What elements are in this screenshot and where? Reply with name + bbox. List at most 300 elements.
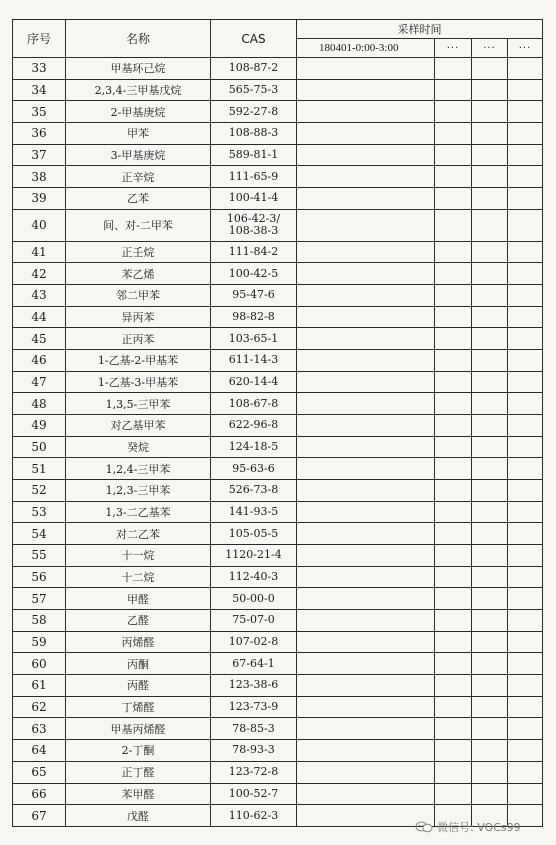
cas-number-cell xyxy=(211,805,297,827)
sampling-value-cell xyxy=(435,79,472,101)
sampling-value-cell xyxy=(472,761,508,783)
serial-number-cell: 62 xyxy=(13,696,66,718)
table-row xyxy=(13,166,543,188)
sampling-value-cell xyxy=(472,696,508,718)
sampling-value-cell xyxy=(297,718,435,740)
serial-number-cell: 66 xyxy=(13,783,66,805)
sampling-value-cell xyxy=(472,501,508,523)
sampling-value-cell xyxy=(297,371,435,393)
table-row xyxy=(13,209,543,241)
cas-number-cell xyxy=(211,285,297,307)
cas-number: 112-40-3 xyxy=(228,570,279,584)
sampling-value-cell xyxy=(435,166,472,188)
sampling-value-cell xyxy=(472,79,508,101)
sampling-value-cell xyxy=(472,480,508,502)
cas-number-cell xyxy=(211,436,297,458)
sampling-value-cell xyxy=(297,328,435,350)
header-time-slot-1: 180401-0:00-3:00 xyxy=(297,39,435,58)
sampling-value-cell xyxy=(297,653,435,675)
sampling-value-cell xyxy=(472,523,508,545)
table-row xyxy=(13,58,543,80)
sampling-value-cell xyxy=(472,58,508,80)
cas-number: 100-52-7 xyxy=(228,786,279,800)
sampling-value-cell xyxy=(472,241,508,263)
compound-name-cell: 2-甲基庚烷 xyxy=(66,101,211,123)
sampling-value-cell xyxy=(472,263,508,285)
sampling-value-cell xyxy=(508,610,543,632)
table-row xyxy=(13,123,543,145)
serial-number-cell: 42 xyxy=(13,263,66,285)
cas-number-cell xyxy=(211,458,297,480)
sampling-value-cell xyxy=(508,761,543,783)
cas-number-cell xyxy=(211,415,297,437)
sampling-value-cell xyxy=(297,306,435,328)
sampling-value-cell xyxy=(472,588,508,610)
serial-number-cell: 40 xyxy=(13,209,66,241)
compound-name-cell: 丙酮 xyxy=(66,653,211,675)
sampling-value-cell xyxy=(435,241,472,263)
sampling-value-cell xyxy=(435,740,472,762)
table-row xyxy=(13,545,543,567)
cas-number: 1120-21-4 xyxy=(225,548,282,562)
sampling-value-cell xyxy=(508,306,543,328)
sampling-value-cell xyxy=(435,718,472,740)
table-row xyxy=(13,144,543,166)
sampling-value-cell xyxy=(508,241,543,263)
table-row xyxy=(13,588,543,610)
sampling-value-cell xyxy=(435,458,472,480)
table-row xyxy=(13,371,543,393)
sampling-value-cell xyxy=(297,740,435,762)
compound-name-cell: 苯甲醛 xyxy=(66,783,211,805)
compound-name-cell: 对乙基甲苯 xyxy=(66,415,211,437)
sampling-value-cell xyxy=(435,480,472,502)
sampling-value-cell xyxy=(508,166,543,188)
sampling-value-cell xyxy=(435,209,472,241)
sampling-value-cell xyxy=(472,740,508,762)
header-time-slot-2: ··· xyxy=(435,39,472,58)
cas-number-cell xyxy=(211,188,297,210)
sampling-value-cell xyxy=(472,371,508,393)
serial-number-cell: 64 xyxy=(13,740,66,762)
sampling-value-cell xyxy=(472,166,508,188)
sampling-value-cell xyxy=(297,696,435,718)
cas-number-cell xyxy=(211,144,297,166)
serial-number-cell: 51 xyxy=(13,458,66,480)
cas-number: 103-65-1 xyxy=(228,331,279,345)
table-row xyxy=(13,285,543,307)
sampling-value-cell xyxy=(508,783,543,805)
sampling-value-cell xyxy=(508,371,543,393)
sampling-value-cell xyxy=(435,306,472,328)
sampling-value-cell xyxy=(435,566,472,588)
sampling-value-cell xyxy=(508,740,543,762)
cas-number: 565-75-3 xyxy=(228,83,279,96)
compound-name-cell: 正壬烷 xyxy=(66,241,211,263)
sampling-value-cell xyxy=(297,123,435,145)
table-row xyxy=(13,101,543,123)
cas-number: 124-18-5 xyxy=(228,440,279,454)
table-row xyxy=(13,675,543,697)
sampling-value-cell xyxy=(508,79,543,101)
cas-number-cell xyxy=(211,566,297,588)
sampling-value-cell xyxy=(472,101,508,123)
table-row xyxy=(13,458,543,480)
cas-number-cell xyxy=(211,501,297,523)
sampling-value-cell xyxy=(435,350,472,372)
cas-number: 589-81-1 xyxy=(228,148,279,162)
compound-name-cell: 正丙苯 xyxy=(66,328,211,350)
cas-number-cell xyxy=(211,306,297,328)
table-row xyxy=(13,350,543,372)
header-cas: CAS xyxy=(211,20,297,58)
cas-number-cell xyxy=(211,696,297,718)
sampling-value-cell xyxy=(435,436,472,458)
sampling-value-cell xyxy=(435,501,472,523)
table-row xyxy=(13,306,543,328)
sampling-value-cell xyxy=(472,209,508,241)
serial-number-cell: 37 xyxy=(13,144,66,166)
cas-number: 111-84-2 xyxy=(228,245,279,259)
cas-number: 526-73-8 xyxy=(228,483,279,497)
sampling-value-cell xyxy=(435,144,472,166)
sampling-value-cell xyxy=(472,393,508,415)
compound-name-cell: 十二烷 xyxy=(66,566,211,588)
serial-number-cell: 34 xyxy=(13,79,66,101)
cas-number-cell xyxy=(211,783,297,805)
sampling-value-cell xyxy=(472,188,508,210)
cas-number-cell xyxy=(211,123,297,145)
sampling-value-cell xyxy=(472,144,508,166)
cas-number-cell xyxy=(211,241,297,263)
table-row xyxy=(13,523,543,545)
cas-number-cell xyxy=(211,480,297,502)
cas-number: 108-87-2 xyxy=(228,61,279,75)
sampling-value-cell xyxy=(472,675,508,697)
sampling-value-cell xyxy=(297,501,435,523)
header-serial-number: 序号 xyxy=(13,20,66,58)
sampling-value-cell xyxy=(508,263,543,285)
sampling-value-cell xyxy=(297,588,435,610)
sampling-value-cell xyxy=(508,393,543,415)
cas-number-cell xyxy=(211,350,297,372)
compound-name-cell: 甲基环己烷 xyxy=(66,58,211,80)
compound-name-cell: 乙醛 xyxy=(66,610,211,632)
wechat-icon xyxy=(415,821,433,833)
cas-number: 78-93-3 xyxy=(232,743,275,757)
sampling-value-cell xyxy=(508,696,543,718)
sampling-value-cell xyxy=(508,144,543,166)
cas-number: 100-41-4 xyxy=(228,191,279,205)
compound-name-cell: 丙醛 xyxy=(66,675,211,697)
sampling-value-cell xyxy=(435,101,472,123)
cas-number: 95-63-6 xyxy=(232,461,275,475)
sampling-value-cell xyxy=(508,653,543,675)
sampling-value-cell xyxy=(472,783,508,805)
compound-name-cell: 甲基丙烯醛 xyxy=(66,718,211,740)
sampling-value-cell xyxy=(508,588,543,610)
sampling-value-cell xyxy=(508,480,543,502)
compound-name-cell: 1,3,5-三甲苯 xyxy=(66,393,211,415)
sampling-value-cell xyxy=(435,761,472,783)
sampling-value-cell xyxy=(472,436,508,458)
cas-number: 98-82-8 xyxy=(232,310,275,324)
sampling-value-cell xyxy=(297,523,435,545)
serial-number-cell: 56 xyxy=(13,566,66,588)
table-row xyxy=(13,79,543,101)
cas-number: 106-42-3/ xyxy=(226,212,281,226)
cas-number: 50-00-0 xyxy=(232,591,275,605)
sampling-value-cell xyxy=(508,566,543,588)
compound-name-cell: 十一烷 xyxy=(66,545,211,567)
table-row xyxy=(13,653,543,675)
table-row xyxy=(13,783,543,805)
cas-number-cell xyxy=(211,740,297,762)
sampling-value-cell xyxy=(508,415,543,437)
sampling-value-cell xyxy=(508,123,543,145)
cas-number: 75-07-0 xyxy=(232,613,275,627)
sampling-value-cell xyxy=(435,783,472,805)
serial-number-cell: 50 xyxy=(13,436,66,458)
table-row xyxy=(13,566,543,588)
sampling-value-cell xyxy=(435,610,472,632)
table-row xyxy=(13,761,543,783)
sampling-value-cell xyxy=(297,436,435,458)
serial-number-cell: 60 xyxy=(13,653,66,675)
serial-number-cell: 65 xyxy=(13,761,66,783)
table-row xyxy=(13,415,543,437)
cas-number-cell xyxy=(211,58,297,80)
sampling-value-cell xyxy=(297,79,435,101)
compound-name-cell: 3-甲基庚烷 xyxy=(66,144,211,166)
sampling-value-cell xyxy=(297,761,435,783)
serial-number-cell: 61 xyxy=(13,675,66,697)
sampling-value-cell xyxy=(297,675,435,697)
cas-number: 141-93-5 xyxy=(228,505,279,519)
sampling-value-cell xyxy=(435,371,472,393)
compound-name-cell: 对二乙苯 xyxy=(66,523,211,545)
cas-number-cell xyxy=(211,761,297,783)
sampling-value-cell xyxy=(508,101,543,123)
cas-number-cell xyxy=(211,523,297,545)
table-row xyxy=(13,631,543,653)
sampling-value-cell xyxy=(508,458,543,480)
serial-number-cell: 46 xyxy=(13,350,66,372)
sampling-value-cell xyxy=(508,718,543,740)
sampling-value-cell xyxy=(508,285,543,307)
sampling-value-cell xyxy=(297,285,435,307)
cas-number: 78-85-3 xyxy=(232,721,275,735)
cas-number: 105-05-5 xyxy=(228,526,279,540)
serial-number-cell: 53 xyxy=(13,501,66,523)
sampling-value-cell xyxy=(435,328,472,350)
table-row xyxy=(13,188,543,210)
serial-number-cell: 67 xyxy=(13,805,66,827)
table-row xyxy=(13,436,543,458)
sampling-value-cell xyxy=(297,631,435,653)
cas-number-cell xyxy=(211,263,297,285)
sampling-value-cell xyxy=(472,718,508,740)
sampling-value-cell xyxy=(435,188,472,210)
sampling-value-cell xyxy=(297,101,435,123)
cas-number-cell xyxy=(211,393,297,415)
sampling-value-cell xyxy=(297,415,435,437)
header-time-slot-4: ··· xyxy=(508,39,543,58)
cas-number: 107-02-8 xyxy=(228,635,279,649)
table-body xyxy=(13,58,543,827)
serial-number-cell: 54 xyxy=(13,523,66,545)
compound-name-cell: 异丙苯 xyxy=(66,306,211,328)
voc-sampling-table xyxy=(12,19,543,827)
sampling-value-cell xyxy=(297,350,435,372)
sampling-value-cell xyxy=(297,263,435,285)
cas-number-cell xyxy=(211,653,297,675)
cas-number-cell xyxy=(211,588,297,610)
sampling-value-cell xyxy=(297,783,435,805)
sampling-value-cell xyxy=(435,631,472,653)
serial-number-cell: 55 xyxy=(13,545,66,567)
sampling-value-cell xyxy=(472,631,508,653)
cas-number-cell xyxy=(211,718,297,740)
cas-number: 100-42-5 xyxy=(228,266,279,280)
cas-number: 110-62-3 xyxy=(228,808,279,822)
serial-number-cell: 47 xyxy=(13,371,66,393)
watermark xyxy=(415,818,547,836)
compound-name-cell: 丙烯醛 xyxy=(66,631,211,653)
table-row xyxy=(13,480,543,502)
serial-number-cell: 41 xyxy=(13,241,66,263)
cas-number: 95-47-6 xyxy=(232,288,275,302)
sampling-value-cell xyxy=(472,285,508,307)
cas-number: 108-67-8 xyxy=(228,396,279,410)
header-time-slot-3: ··· xyxy=(472,39,508,58)
cas-number: 592-27-8 xyxy=(228,104,279,118)
compound-name-cell: 丁烯醛 xyxy=(66,696,211,718)
compound-name-cell: 2-丁酮 xyxy=(66,740,211,762)
table-row xyxy=(13,501,543,523)
sampling-value-cell xyxy=(435,588,472,610)
cas-number-cell xyxy=(211,610,297,632)
sampling-value-cell xyxy=(297,480,435,502)
serial-number-cell: 35 xyxy=(13,101,66,123)
serial-number-cell: 38 xyxy=(13,166,66,188)
table-row xyxy=(13,263,543,285)
sampling-value-cell xyxy=(472,350,508,372)
compound-name-cell: 2,3,4-三甲基戊烷 xyxy=(66,79,211,101)
sampling-value-cell xyxy=(472,306,508,328)
watermark-text: 微信号: VOCs99 xyxy=(437,821,521,834)
sampling-value-cell xyxy=(297,188,435,210)
sampling-value-cell xyxy=(297,393,435,415)
serial-number-cell: 58 xyxy=(13,610,66,632)
cas-number: 123-73-9 xyxy=(228,700,279,714)
sampling-value-cell xyxy=(435,675,472,697)
compound-name-cell: 癸烷 xyxy=(66,436,211,458)
table-row xyxy=(13,718,543,740)
serial-number-cell: 44 xyxy=(13,306,66,328)
sampling-value-cell xyxy=(508,501,543,523)
table-row xyxy=(13,740,543,762)
table-row xyxy=(13,328,543,350)
compound-name-cell: 1,3-二乙基苯 xyxy=(66,501,211,523)
serial-number-cell: 45 xyxy=(13,328,66,350)
table-row xyxy=(13,241,543,263)
sampling-value-cell xyxy=(297,805,435,827)
sampling-value-cell xyxy=(435,545,472,567)
sampling-value-cell xyxy=(508,188,543,210)
sampling-value-cell xyxy=(508,675,543,697)
table-row xyxy=(13,610,543,632)
cas-number-cell xyxy=(211,166,297,188)
serial-number-cell: 33 xyxy=(13,58,66,80)
sampling-value-cell xyxy=(508,58,543,80)
serial-number-cell: 39 xyxy=(13,188,66,210)
serial-number-cell: 36 xyxy=(13,123,66,145)
compound-name-cell: 邻二甲苯 xyxy=(66,285,211,307)
serial-number-cell: 59 xyxy=(13,631,66,653)
compound-name-cell: 1,2,4-三甲苯 xyxy=(66,458,211,480)
sampling-value-cell xyxy=(435,415,472,437)
sampling-value-cell xyxy=(297,241,435,263)
serial-number-cell: 43 xyxy=(13,285,66,307)
cas-number: 622-96-8 xyxy=(228,418,279,432)
compound-name-cell: 甲醛 xyxy=(66,588,211,610)
sampling-value-cell xyxy=(508,328,543,350)
header-sampling-time: 采样时间 xyxy=(297,20,543,39)
cas-number: 620-14-4 xyxy=(228,375,279,389)
cas-number: 67-64-1 xyxy=(232,656,275,670)
table-row xyxy=(13,696,543,718)
sampling-value-cell xyxy=(508,436,543,458)
sampling-value-cell xyxy=(472,415,508,437)
header-name: 名称 xyxy=(66,20,211,58)
sampling-value-cell xyxy=(435,123,472,145)
compound-name-cell: 间、对-二甲苯 xyxy=(66,209,211,241)
compound-name-cell: 1-乙基-3-甲基苯 xyxy=(66,371,211,393)
compound-name-cell: 乙苯 xyxy=(66,188,211,210)
cas-number: 611-14-3 xyxy=(228,353,279,367)
cas-number-cell xyxy=(211,371,297,393)
compound-name-cell: 甲苯 xyxy=(66,123,211,145)
sampling-value-cell xyxy=(297,144,435,166)
sampling-value-cell xyxy=(508,209,543,241)
cas-number: 123-72-8 xyxy=(228,765,279,779)
sampling-value-cell xyxy=(508,631,543,653)
compound-name-cell: 戊醛 xyxy=(66,805,211,827)
sampling-value-cell xyxy=(472,653,508,675)
sampling-value-cell xyxy=(472,458,508,480)
sampling-value-cell xyxy=(435,393,472,415)
sampling-value-cell xyxy=(472,328,508,350)
sampling-value-cell xyxy=(435,285,472,307)
cas-number-cell xyxy=(211,675,297,697)
compound-name-cell: 苯乙烯 xyxy=(66,263,211,285)
serial-number-cell: 57 xyxy=(13,588,66,610)
sampling-value-cell xyxy=(297,58,435,80)
sampling-value-cell xyxy=(435,523,472,545)
sampling-value-cell xyxy=(297,545,435,567)
cas-number-cell xyxy=(211,209,297,241)
cas-number: 111-65-9 xyxy=(228,169,279,183)
sampling-value-cell xyxy=(297,166,435,188)
cas-number: 108-38-3 xyxy=(228,224,279,238)
sampling-value-cell xyxy=(435,696,472,718)
compound-name-cell: 1,2,3-三甲苯 xyxy=(66,480,211,502)
sampling-value-cell xyxy=(508,545,543,567)
sampling-value-cell xyxy=(435,263,472,285)
cas-number-cell xyxy=(211,631,297,653)
sampling-value-cell xyxy=(508,350,543,372)
